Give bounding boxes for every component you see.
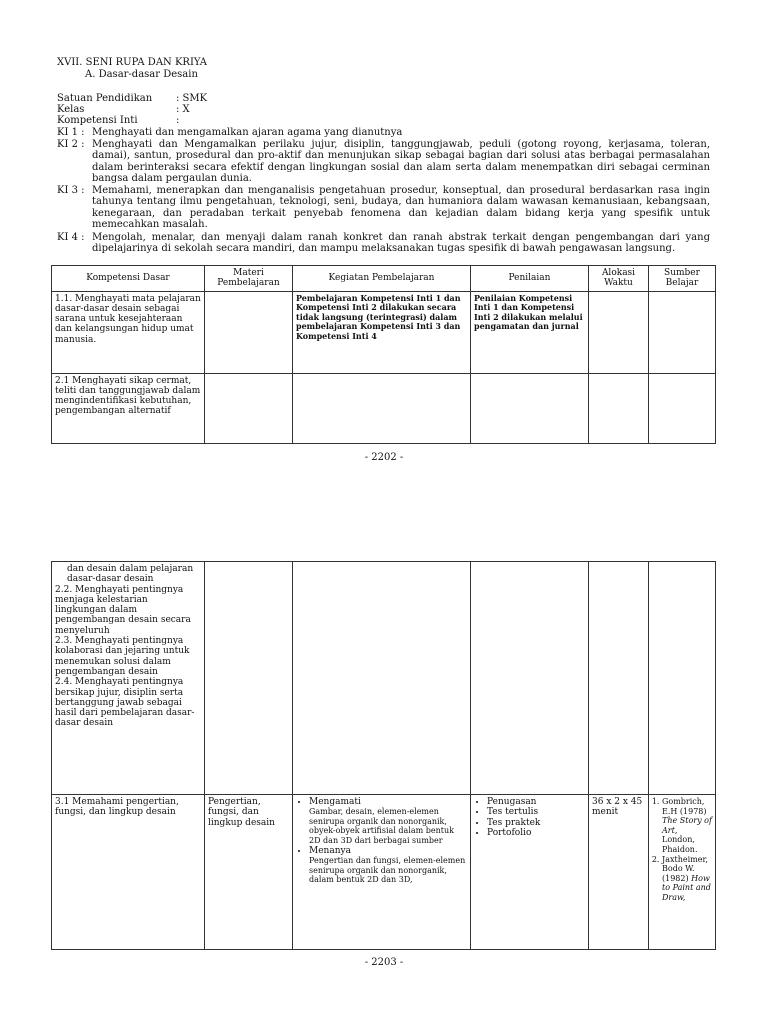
column-header: Kegiatan Pembelajaran	[293, 266, 471, 292]
source-title: How to Paint and Draw,	[662, 873, 711, 902]
table-row	[52, 291, 716, 373]
field-value: :	[176, 115, 180, 126]
sumber-cell	[649, 373, 716, 443]
penilaian-list	[474, 797, 585, 838]
materi-cell	[205, 562, 293, 795]
step-title: Menanya	[309, 845, 351, 856]
kd-item: 2.4. Menghayati pentingnya bersikap jujur, disiplin serta bertanggung jawab sebagai hasil dari pembelajaran dasar-dasar desain	[55, 677, 195, 729]
field-label: Kelas	[57, 104, 85, 115]
kd-cell: 1.1. Menghayati mata pelajaran dasar-dasar desain sebagai sarana untuk kesejahteraan dan kelangsungan hidup umat manusia.	[52, 291, 205, 373]
kegiatan-cell	[293, 795, 471, 950]
kegiatan-cell	[293, 562, 471, 795]
field-value: : SMK	[176, 93, 208, 104]
kd-item: 2.2. Menghayati pentingnya menjaga kelestarian lingkungan dalam pengembangan desain secara menyeluruh	[55, 584, 191, 636]
source-item	[662, 855, 712, 903]
ki-text: Menghayati dan mengamalkan ajaran agama yang dianutnya	[92, 127, 403, 138]
source-publisher: London, Phaidon.	[662, 835, 698, 854]
penilaian-cell	[471, 562, 589, 795]
alokasi-cell: 36 x 2 x 45 menit	[589, 795, 649, 950]
kd-continuation: dan desain dalam pelajaran dasar-dasar desain	[67, 564, 194, 585]
source-title: The Story of Art,	[662, 816, 712, 835]
source-list	[652, 797, 712, 903]
column-header: Penilaian	[471, 266, 589, 292]
kegiatan-step	[309, 797, 467, 846]
source-author: Gombrich, E.H (1978)	[662, 797, 707, 816]
kd-cell	[52, 562, 205, 795]
ki-number: KI 4 :	[57, 232, 85, 243]
table-header-row	[52, 266, 716, 292]
sumber-cell	[649, 562, 716, 795]
penilaian-item: • Penugasan	[487, 797, 585, 807]
subsection-title: A. Dasar-dasar Desain	[85, 69, 198, 80]
penilaian-cell	[471, 373, 589, 443]
kd-cell: 2.1 Menghayati sikap cermat, teliti dan tanggungjawab dalam mengindentifikasi kebutuhan, pengembangan alternatif	[52, 373, 205, 443]
alokasi-cell	[589, 373, 649, 443]
sumber-cell	[649, 795, 716, 950]
field-label: Kompetensi Inti	[57, 115, 138, 126]
ki-text: Memahami, menerapkan dan menganalisis pengetahuan prosedur, konseptual, dan prosedural berdasarkan rasa ingin tahunya tentang ilmu pengetahuan, teknologi, seni, budaya, dan humaniora dalam wawasan kemanusiaan, kebangsaan, kenegaraan, dan peradaban terkait penyebab fenomena dan kejadian dalam bidang kerja yang spesifik untuk memecahkan masalah.	[92, 185, 710, 230]
source-item	[662, 797, 712, 855]
kd-cell: 3.1 Memahami pengertian, fungsi, dan lingkup desain	[52, 795, 205, 950]
ki-text: Mengolah, menalar, dan menyaji dalam ranah konkret dan ranah abstrak terkait dengan pengembangan dari yang dipelajarinya di sekolah secara mandiri, dan mampu melaksanakan tugas spesifik di bawah pengawasan langsung.	[92, 232, 710, 255]
source-author: Jaxtheimer, Bodo W.(1982)	[662, 854, 708, 883]
penilaian-cell: Penilaian Kompetensi Inti 1 dan Kompetensi Inti 2 dilakukan melalui pengamatan dan jurnal	[471, 291, 589, 373]
alokasi-cell	[589, 562, 649, 795]
column-header: Materi Pembelajaran	[205, 266, 293, 292]
kd-item: 2.3. Menghayati pentingnya kolaborasi dan jejaring untuk menemukan solusi dalam pengembangan desain	[55, 636, 190, 677]
section-title: XVII. SENI RUPA DAN KRIYA	[57, 57, 207, 68]
materi-cell: Pengertian, fungsi, dan lingkup desain	[205, 795, 293, 950]
materi-cell	[205, 291, 293, 373]
field-label: Satuan Pendidikan	[57, 93, 153, 104]
step-body: Gambar, desain, elemen-elemen senirupa organik dan nonorganik, obyek-obyek artifisial dalam bentuk 2D dan 3D dari berbagai sumber	[309, 807, 454, 846]
penilaian-item: • Portofolio	[487, 828, 585, 838]
alokasi-cell	[589, 291, 649, 373]
ki-number: KI 2 :	[57, 139, 85, 150]
step-title: Mengamati	[309, 797, 361, 807]
competency-table	[51, 265, 716, 444]
column-header: Sumber Belajar	[649, 266, 716, 292]
penilaian-item: • Tes praktek	[487, 818, 585, 828]
page-1	[0, 0, 768, 490]
field-value: : X	[176, 104, 190, 115]
column-header: Alokasi Waktu	[589, 266, 649, 292]
kegiatan-step	[309, 846, 467, 885]
table-row	[52, 373, 716, 443]
table-row	[52, 795, 716, 950]
kegiatan-cell	[293, 373, 471, 443]
sumber-cell	[649, 291, 716, 373]
penilaian-item: • Tes tertulis	[487, 807, 585, 817]
column-header: Kompetensi Dasar	[52, 266, 205, 292]
ki-number: KI 3 :	[57, 185, 85, 196]
materi-cell	[205, 373, 293, 443]
competency-table-continued	[51, 561, 716, 950]
kegiatan-cell: Pembelajaran Kompetensi Inti 1 dan Kompetensi Inti 2 dilakukan secara tidak langsung (terintegrasi) dalam pembelajaran Kompetensi Inti 3 dan Kompetensi Inti 4	[293, 291, 471, 373]
page-number: - 2203 -	[364, 957, 404, 968]
kegiatan-list	[296, 797, 467, 885]
page-2	[0, 490, 768, 1024]
page-number: - 2202 -	[364, 452, 404, 463]
penilaian-cell	[471, 795, 589, 950]
table-row	[52, 562, 716, 795]
step-body: Pengertian dan fungsi, elemen-elemen senirupa organik dan nonorganik, dalam bentuk 2D dan 3D,	[309, 855, 466, 885]
ki-text: Menghayati dan Mengamalkan perilaku jujur, disiplin, tanggungjawab, peduli (gotong royong, kerjasama, toleran, damai), santun, prosedural dan pro-aktif dan menunjukan sikap sebagai bagian dari solusi atas berbagai permasalahan dalam berinteraksi secara efektif dengan lingkungan sosial dan alam serta dalam menempatkan diri sebagai cerminan bangsa dalam pergaulan dunia.	[92, 139, 710, 184]
ki-number: KI 1 :	[57, 127, 85, 138]
